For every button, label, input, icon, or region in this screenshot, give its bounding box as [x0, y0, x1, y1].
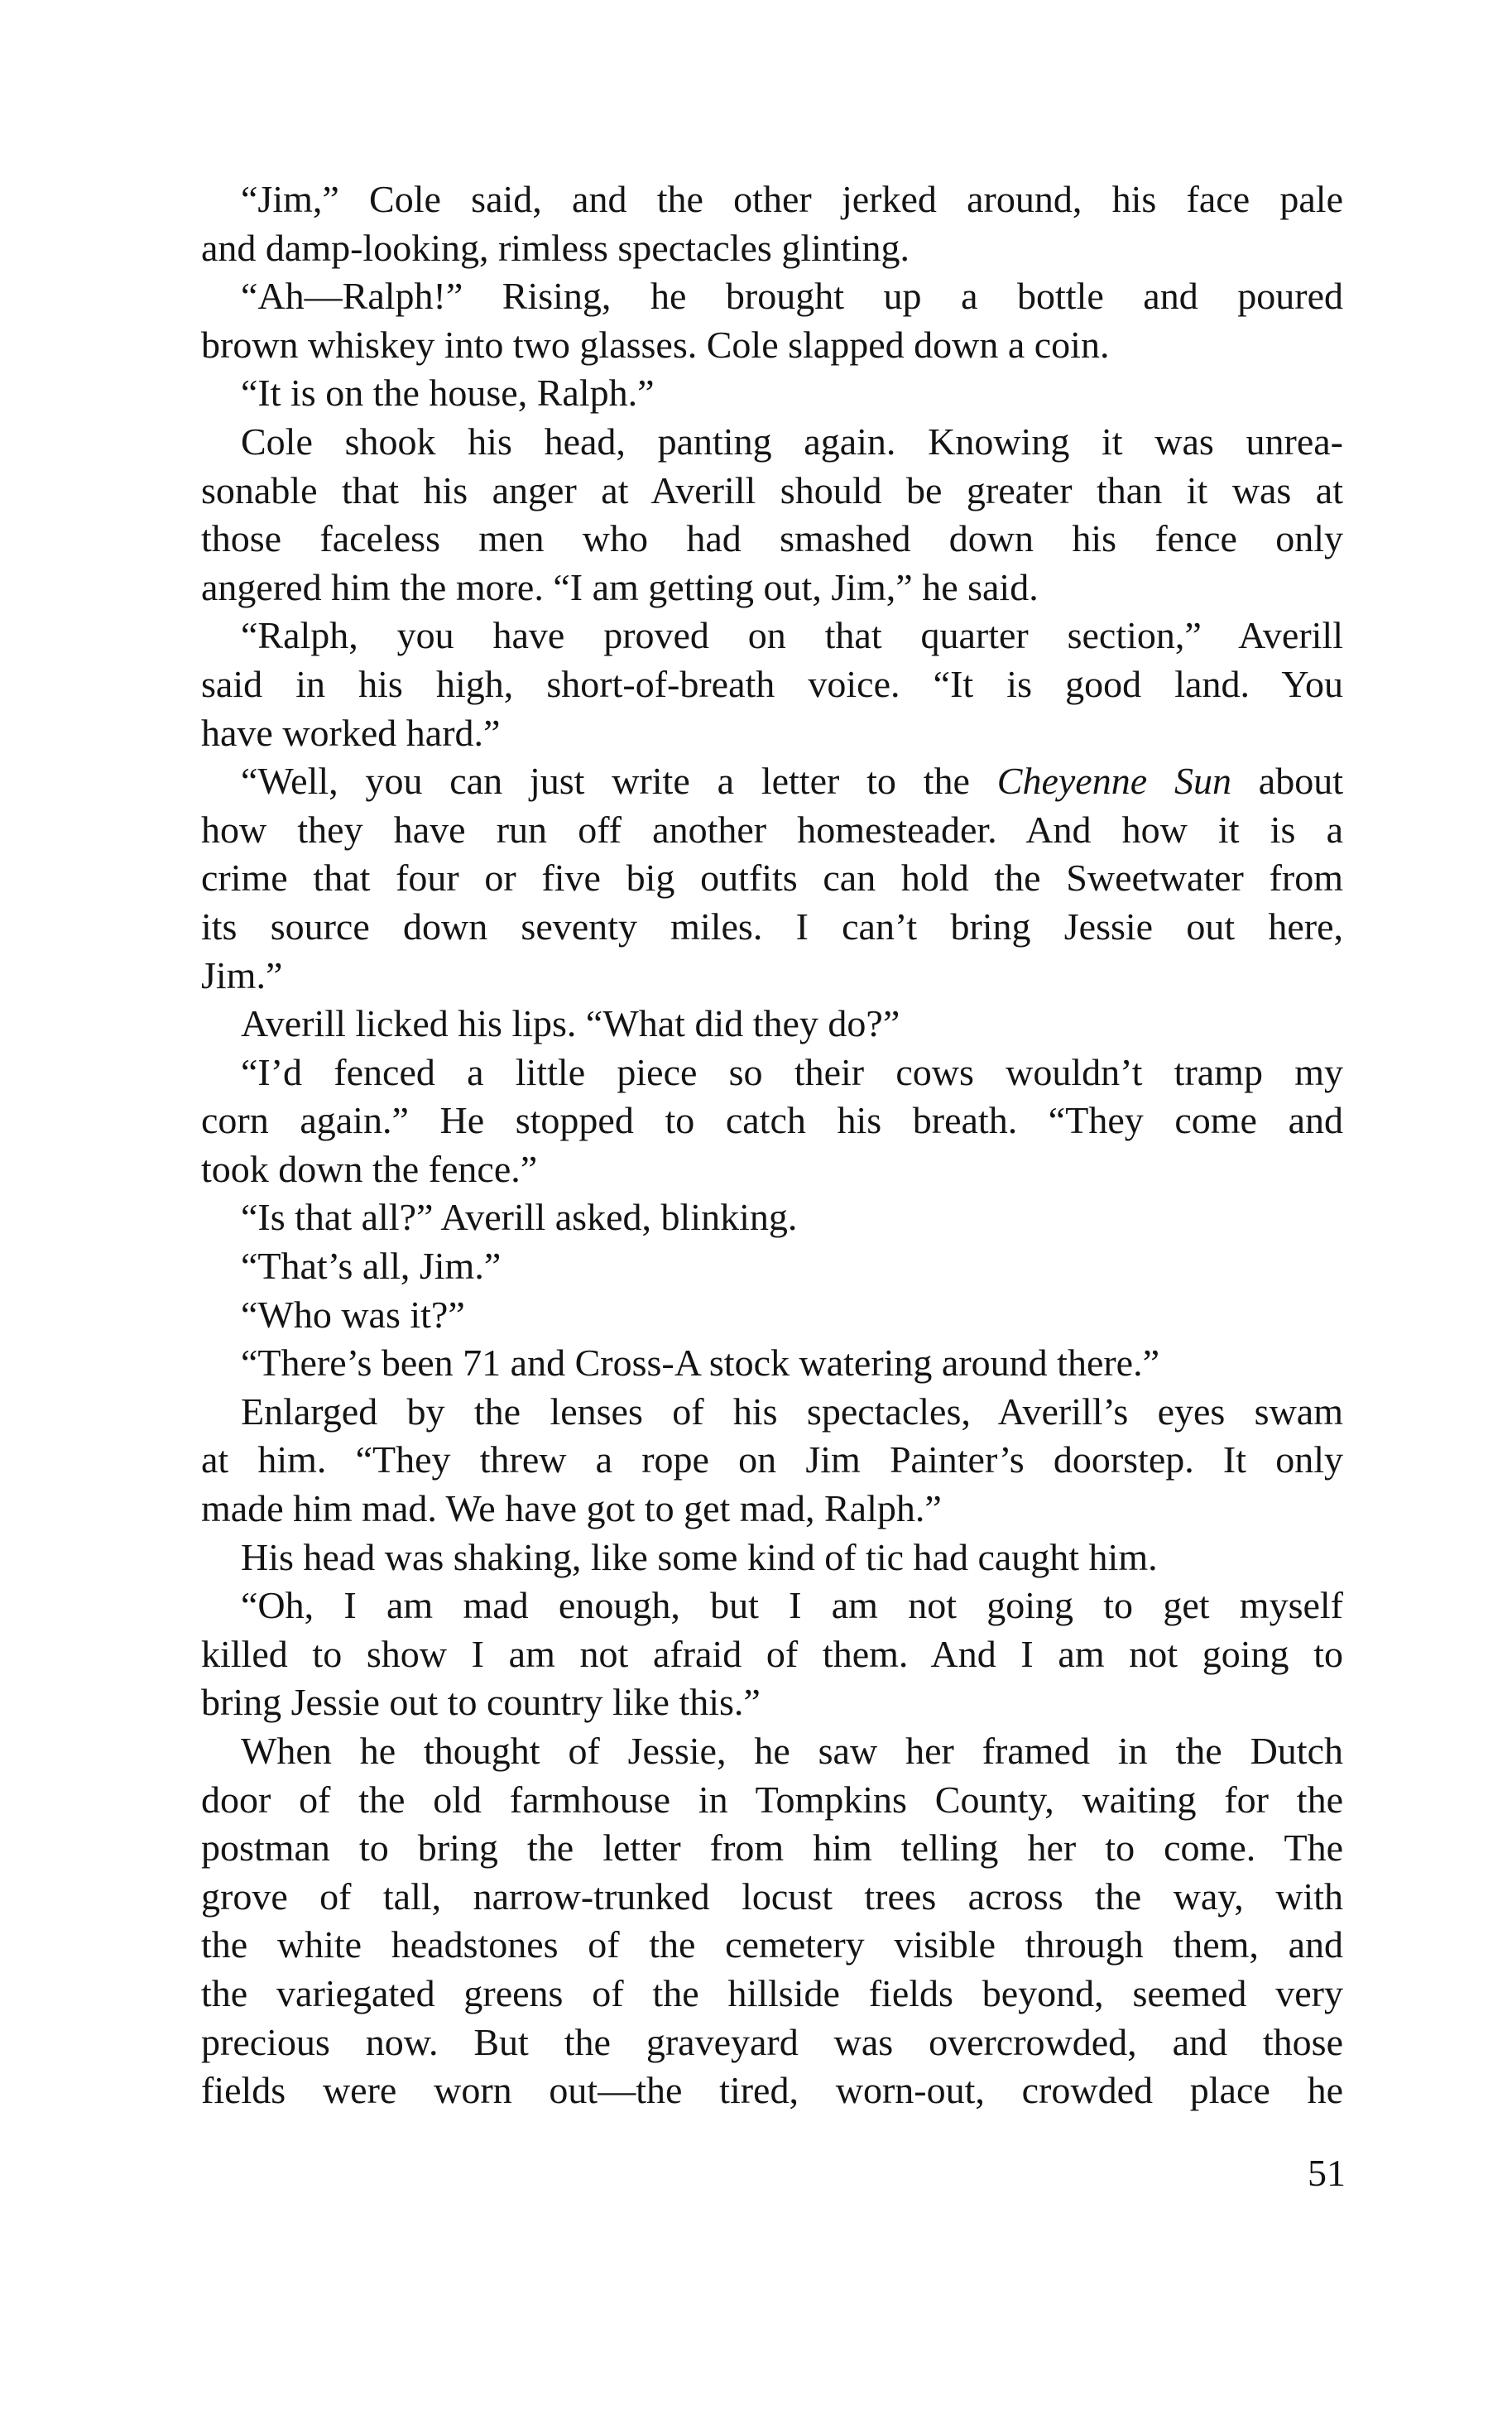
- text-line: brown whiskey into two glasses. Cole slapped down a coin.: [201, 323, 1110, 366]
- text-line: “Ralph, you have proved on that quarter section,” Averill: [241, 614, 1343, 657]
- text-line: “Is that all?” Averill asked, blinking.: [241, 1196, 798, 1239]
- body-text: [201, 175, 1343, 2115]
- text-line: the white headstones of the cemetery visible through them, and: [201, 1923, 1343, 1966]
- text-line: said in his high, short-of-breath voice. “It is good land. You: [201, 662, 1343, 705]
- text-line: made him mad. We have got to get mad, Ralph.”: [201, 1487, 942, 1530]
- text-line: “Oh, I am mad enough, but I am not going to get myself: [241, 1584, 1343, 1627]
- text-line: fields were worn out—the tired, worn-out, crowded place he: [201, 2069, 1343, 2112]
- text-line: “That’s all, Jim.”: [241, 1245, 502, 1288]
- text-line: precious now. But the graveyard was overcrowded, and those: [201, 2020, 1343, 2063]
- text-line: how they have run off another homesteader. And how it is a: [201, 808, 1343, 851]
- text-line: angered him the more. “I am getting out, Jim,” he said.: [201, 565, 1039, 608]
- text-line: those faceless men who had smashed down his fence only: [201, 517, 1343, 560]
- text-line: “Ah—Ralph!” Rising, he brought up a bottle and poured: [241, 275, 1343, 318]
- text-line: His head was shaking, like some kind of tic had caught him.: [241, 1535, 1158, 1578]
- text-line: corn again.” He stopped to catch his breath. “They come and: [201, 1099, 1343, 1142]
- text-line: killed to show I am not afraid of them. And I am not going to: [201, 1632, 1343, 1675]
- text-line: postman to bring the letter from him telling her to come. The: [201, 1827, 1343, 1870]
- newspaper-title: Cheyenne Sun: [996, 760, 1231, 803]
- text-line: door of the old farmhouse in Tompkins County, waiting for the: [201, 1778, 1343, 1821]
- text-line: “Who was it?”: [241, 1293, 465, 1336]
- text-line: took down the fence.”: [201, 1147, 538, 1190]
- text-line: bring Jessie out to country like this.”: [201, 1681, 761, 1724]
- text-line: When he thought of Jessie, he saw her framed in the Dutch: [241, 1730, 1343, 1772]
- text-line: Jim.”: [201, 953, 283, 996]
- text-line: “Well, you can just write a letter to the Cheyenne Sun about: [241, 760, 1343, 803]
- text-line: crime that four or five big outfits can hold the Sweetwater from: [201, 857, 1343, 900]
- text-line: grove of tall, narrow-trunked locust trees across the way, with: [201, 1875, 1343, 1918]
- text-line: and damp-looking, rimless spectacles glinting.: [201, 226, 910, 269]
- text-line: the variegated greens of the hillside fields beyond, seemed very: [201, 1971, 1343, 2014]
- text-line: its source down seventy miles. I can’t bring Jessie out here,: [201, 905, 1343, 948]
- text-line: at him. “They threw a rope on Jim Painter’s doorstep. It only: [201, 1438, 1343, 1481]
- text-line: “There’s been 71 and Cross-A stock watering around there.”: [241, 1342, 1160, 1385]
- page-number: 51: [1308, 2152, 1346, 2194]
- text-line: sonable that his anger at Averill should be greater than it was at: [201, 468, 1343, 511]
- text-line: “I’d fenced a little piece so their cows wouldn’t tramp my: [241, 1050, 1343, 1093]
- text-line: “Jim,” Cole said, and the other jerked around, his face pale: [241, 178, 1343, 220]
- text-line: have worked hard.”: [201, 711, 501, 754]
- text-line: Enlarged by the lenses of his spectacles, Averill’s eyes swam: [241, 1390, 1343, 1433]
- text-line: Cole shook his head, panting again. Knowing it was unrea-: [241, 420, 1343, 463]
- text-line: Averill licked his lips. “What did they do?”: [241, 1002, 900, 1045]
- text-line: “It is on the house, Ralph.”: [241, 372, 655, 415]
